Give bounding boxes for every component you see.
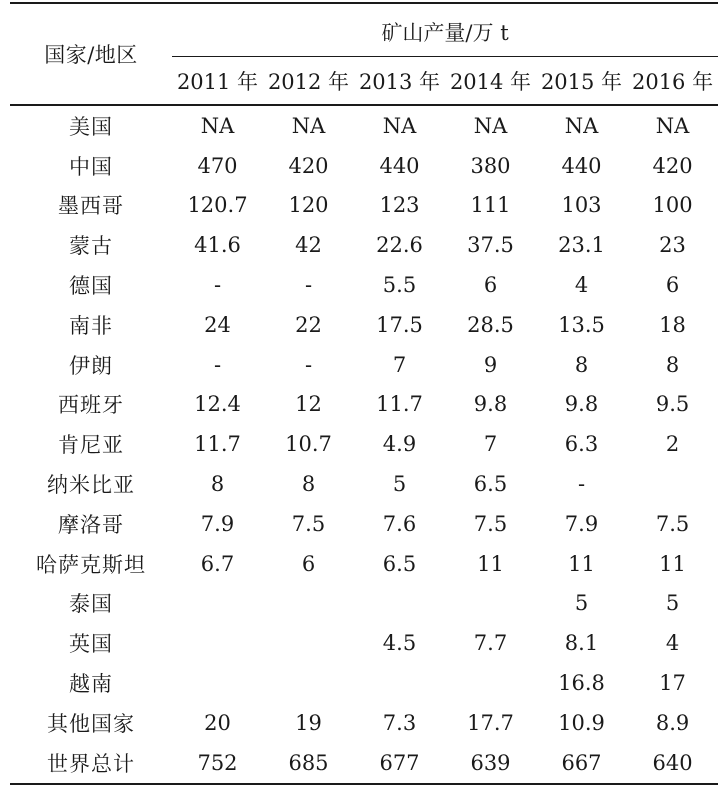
value-cell: NA (200, 113, 235, 138)
value-cell (445, 584, 536, 624)
value-cell: - (213, 352, 222, 377)
value-cell: 17 (659, 671, 686, 696)
value-cell: 10.9 (558, 710, 605, 735)
table-row (10, 703, 718, 743)
table-row (10, 544, 718, 584)
table-row (10, 504, 718, 544)
value-cell: 420 (652, 153, 693, 178)
value-cell: 6.7 (200, 551, 235, 576)
value-cell: 7 (483, 432, 498, 457)
table-row (10, 663, 718, 703)
value-cell: NA (655, 113, 690, 138)
value-cell: 13.5 (558, 312, 605, 337)
value-cell: 7.5 (291, 511, 326, 536)
value-cell: 120 (288, 193, 329, 218)
value-cell: 4.9 (382, 432, 417, 457)
table-row (10, 345, 718, 385)
value-cell: 8 (574, 352, 589, 377)
value-cell: 7.6 (382, 511, 417, 536)
header-row-top (10, 3, 718, 57)
value-cell (263, 663, 354, 703)
value-cell: 12 (295, 392, 322, 417)
value-cell: 9.8 (564, 392, 599, 417)
country-cell: 泰国 (69, 592, 113, 617)
country-cell: 纳米比亚 (47, 473, 135, 498)
table-row (10, 265, 718, 305)
year-header: 2013 年 (354, 57, 445, 106)
country-cell: 蒙古 (69, 234, 113, 259)
table-row (10, 623, 718, 663)
mine-production-table (10, 2, 718, 785)
value-cell: - (577, 472, 586, 497)
value-cell: 4.5 (382, 631, 417, 656)
value-cell: 380 (470, 153, 511, 178)
year-header: 2016 年 (627, 57, 718, 106)
country-cell: 西班牙 (58, 393, 124, 418)
value-cell: 6 (483, 273, 498, 298)
value-cell: 18 (659, 312, 686, 337)
value-cell: 8 (665, 352, 680, 377)
value-cell: 17.5 (376, 312, 423, 337)
value-cell: 4 (665, 631, 680, 656)
value-cell: 440 (561, 153, 602, 178)
value-cell: 685 (263, 743, 354, 784)
value-cell: - (304, 273, 313, 298)
country-cell: 德国 (69, 274, 113, 299)
value-cell: 5 (574, 591, 589, 616)
value-cell: 103 (561, 193, 602, 218)
value-cell: 639 (445, 743, 536, 784)
value-cell: NA (564, 113, 599, 138)
value-cell: 9 (483, 352, 498, 377)
table-body (10, 105, 718, 784)
value-cell: 6 (665, 273, 680, 298)
country-cell: 英国 (69, 632, 113, 657)
value-cell: 6.3 (564, 432, 599, 457)
country-cell: 肯尼亚 (58, 433, 124, 458)
value-cell (172, 663, 263, 703)
value-cell: 8 (301, 472, 316, 497)
value-cell: 11 (659, 551, 686, 576)
value-cell: 5 (665, 591, 680, 616)
value-cell: 667 (536, 743, 627, 784)
value-cell: 11 (568, 551, 595, 576)
production-group-header: 矿山产量/万 t (172, 3, 718, 57)
value-cell: 2 (665, 432, 680, 457)
country-cell: 南非 (69, 313, 113, 338)
country-cell: 哈萨克斯坦 (36, 552, 146, 577)
country-column-header: 国家/地区 (10, 3, 172, 105)
value-cell: 6.5 (473, 472, 508, 497)
value-cell: 11.7 (194, 432, 241, 457)
value-cell: 23.1 (558, 233, 605, 258)
value-cell: 9.5 (655, 392, 690, 417)
value-cell: 28.5 (467, 312, 514, 337)
country-cell: 中国 (69, 154, 113, 179)
year-header: 2015 年 (536, 57, 627, 106)
value-cell: 9.8 (473, 392, 508, 417)
value-cell: 8 (210, 472, 225, 497)
year-header: 2011 年 (172, 57, 263, 106)
value-cell: 5.5 (382, 273, 417, 298)
value-cell: 7.9 (564, 511, 599, 536)
value-cell: 42 (295, 233, 322, 258)
value-cell: 7.5 (473, 511, 508, 536)
value-cell: 8.1 (564, 631, 599, 656)
value-cell: 440 (379, 153, 420, 178)
value-cell: 4 (574, 273, 589, 298)
value-cell: 37.5 (467, 233, 514, 258)
year-header: 2012 年 (263, 57, 354, 106)
value-cell: - (304, 352, 313, 377)
value-cell: 20 (204, 710, 231, 735)
value-cell: 6 (301, 551, 316, 576)
value-cell: 420 (288, 153, 329, 178)
value-cell: 7 (392, 352, 407, 377)
value-cell: 16.8 (558, 671, 605, 696)
value-cell: 23 (659, 233, 686, 258)
value-cell: 677 (354, 743, 445, 784)
value-cell: 7.7 (473, 631, 508, 656)
value-cell: 19 (295, 710, 322, 735)
value-cell (354, 584, 445, 624)
value-cell: 470 (197, 153, 238, 178)
value-cell: 640 (627, 743, 718, 784)
value-cell (627, 464, 718, 504)
value-cell: 10.7 (285, 432, 332, 457)
value-cell: 752 (172, 743, 263, 784)
table-row (10, 305, 718, 345)
value-cell (172, 623, 263, 663)
value-cell (263, 623, 354, 663)
value-cell: 11 (477, 551, 504, 576)
value-cell: 123 (379, 193, 420, 218)
country-cell: 美国 (69, 114, 113, 139)
value-cell: 7.9 (200, 511, 235, 536)
value-cell (354, 663, 445, 703)
table-row (10, 584, 718, 624)
value-cell: 11.7 (376, 392, 423, 417)
table-row (10, 225, 718, 265)
value-cell: 7.5 (655, 511, 690, 536)
country-cell: 伊朗 (69, 353, 113, 378)
table-row (10, 743, 718, 784)
value-cell: 6.5 (382, 551, 417, 576)
table-row (10, 186, 718, 226)
table-row (10, 464, 718, 504)
value-cell: - (213, 273, 222, 298)
table-row (10, 146, 718, 186)
value-cell (263, 584, 354, 624)
country-cell: 越南 (69, 672, 113, 697)
table-row (10, 385, 718, 425)
value-cell: 41.6 (194, 233, 241, 258)
value-cell: 5 (392, 472, 407, 497)
value-cell: 100 (652, 193, 693, 218)
value-cell: 12.4 (194, 392, 241, 417)
value-cell: 24 (204, 312, 231, 337)
year-header: 2014 年 (445, 57, 536, 106)
country-cell: 墨西哥 (58, 194, 124, 219)
value-cell: 120.7 (187, 193, 248, 218)
value-cell: 22.6 (376, 233, 423, 258)
value-cell: 17.7 (467, 710, 514, 735)
country-cell: 世界总计 (10, 743, 172, 784)
value-cell (445, 663, 536, 703)
value-cell: 22 (295, 312, 322, 337)
country-cell: 摩洛哥 (58, 512, 124, 537)
value-cell: NA (382, 113, 417, 138)
country-cell: 其他国家 (47, 711, 135, 736)
value-cell: NA (473, 113, 508, 138)
value-cell (172, 584, 263, 624)
table-row (10, 105, 718, 146)
value-cell: NA (291, 113, 326, 138)
table-row (10, 424, 718, 464)
value-cell: 8.9 (655, 710, 690, 735)
value-cell: 7.3 (382, 710, 417, 735)
value-cell: 111 (470, 193, 511, 218)
